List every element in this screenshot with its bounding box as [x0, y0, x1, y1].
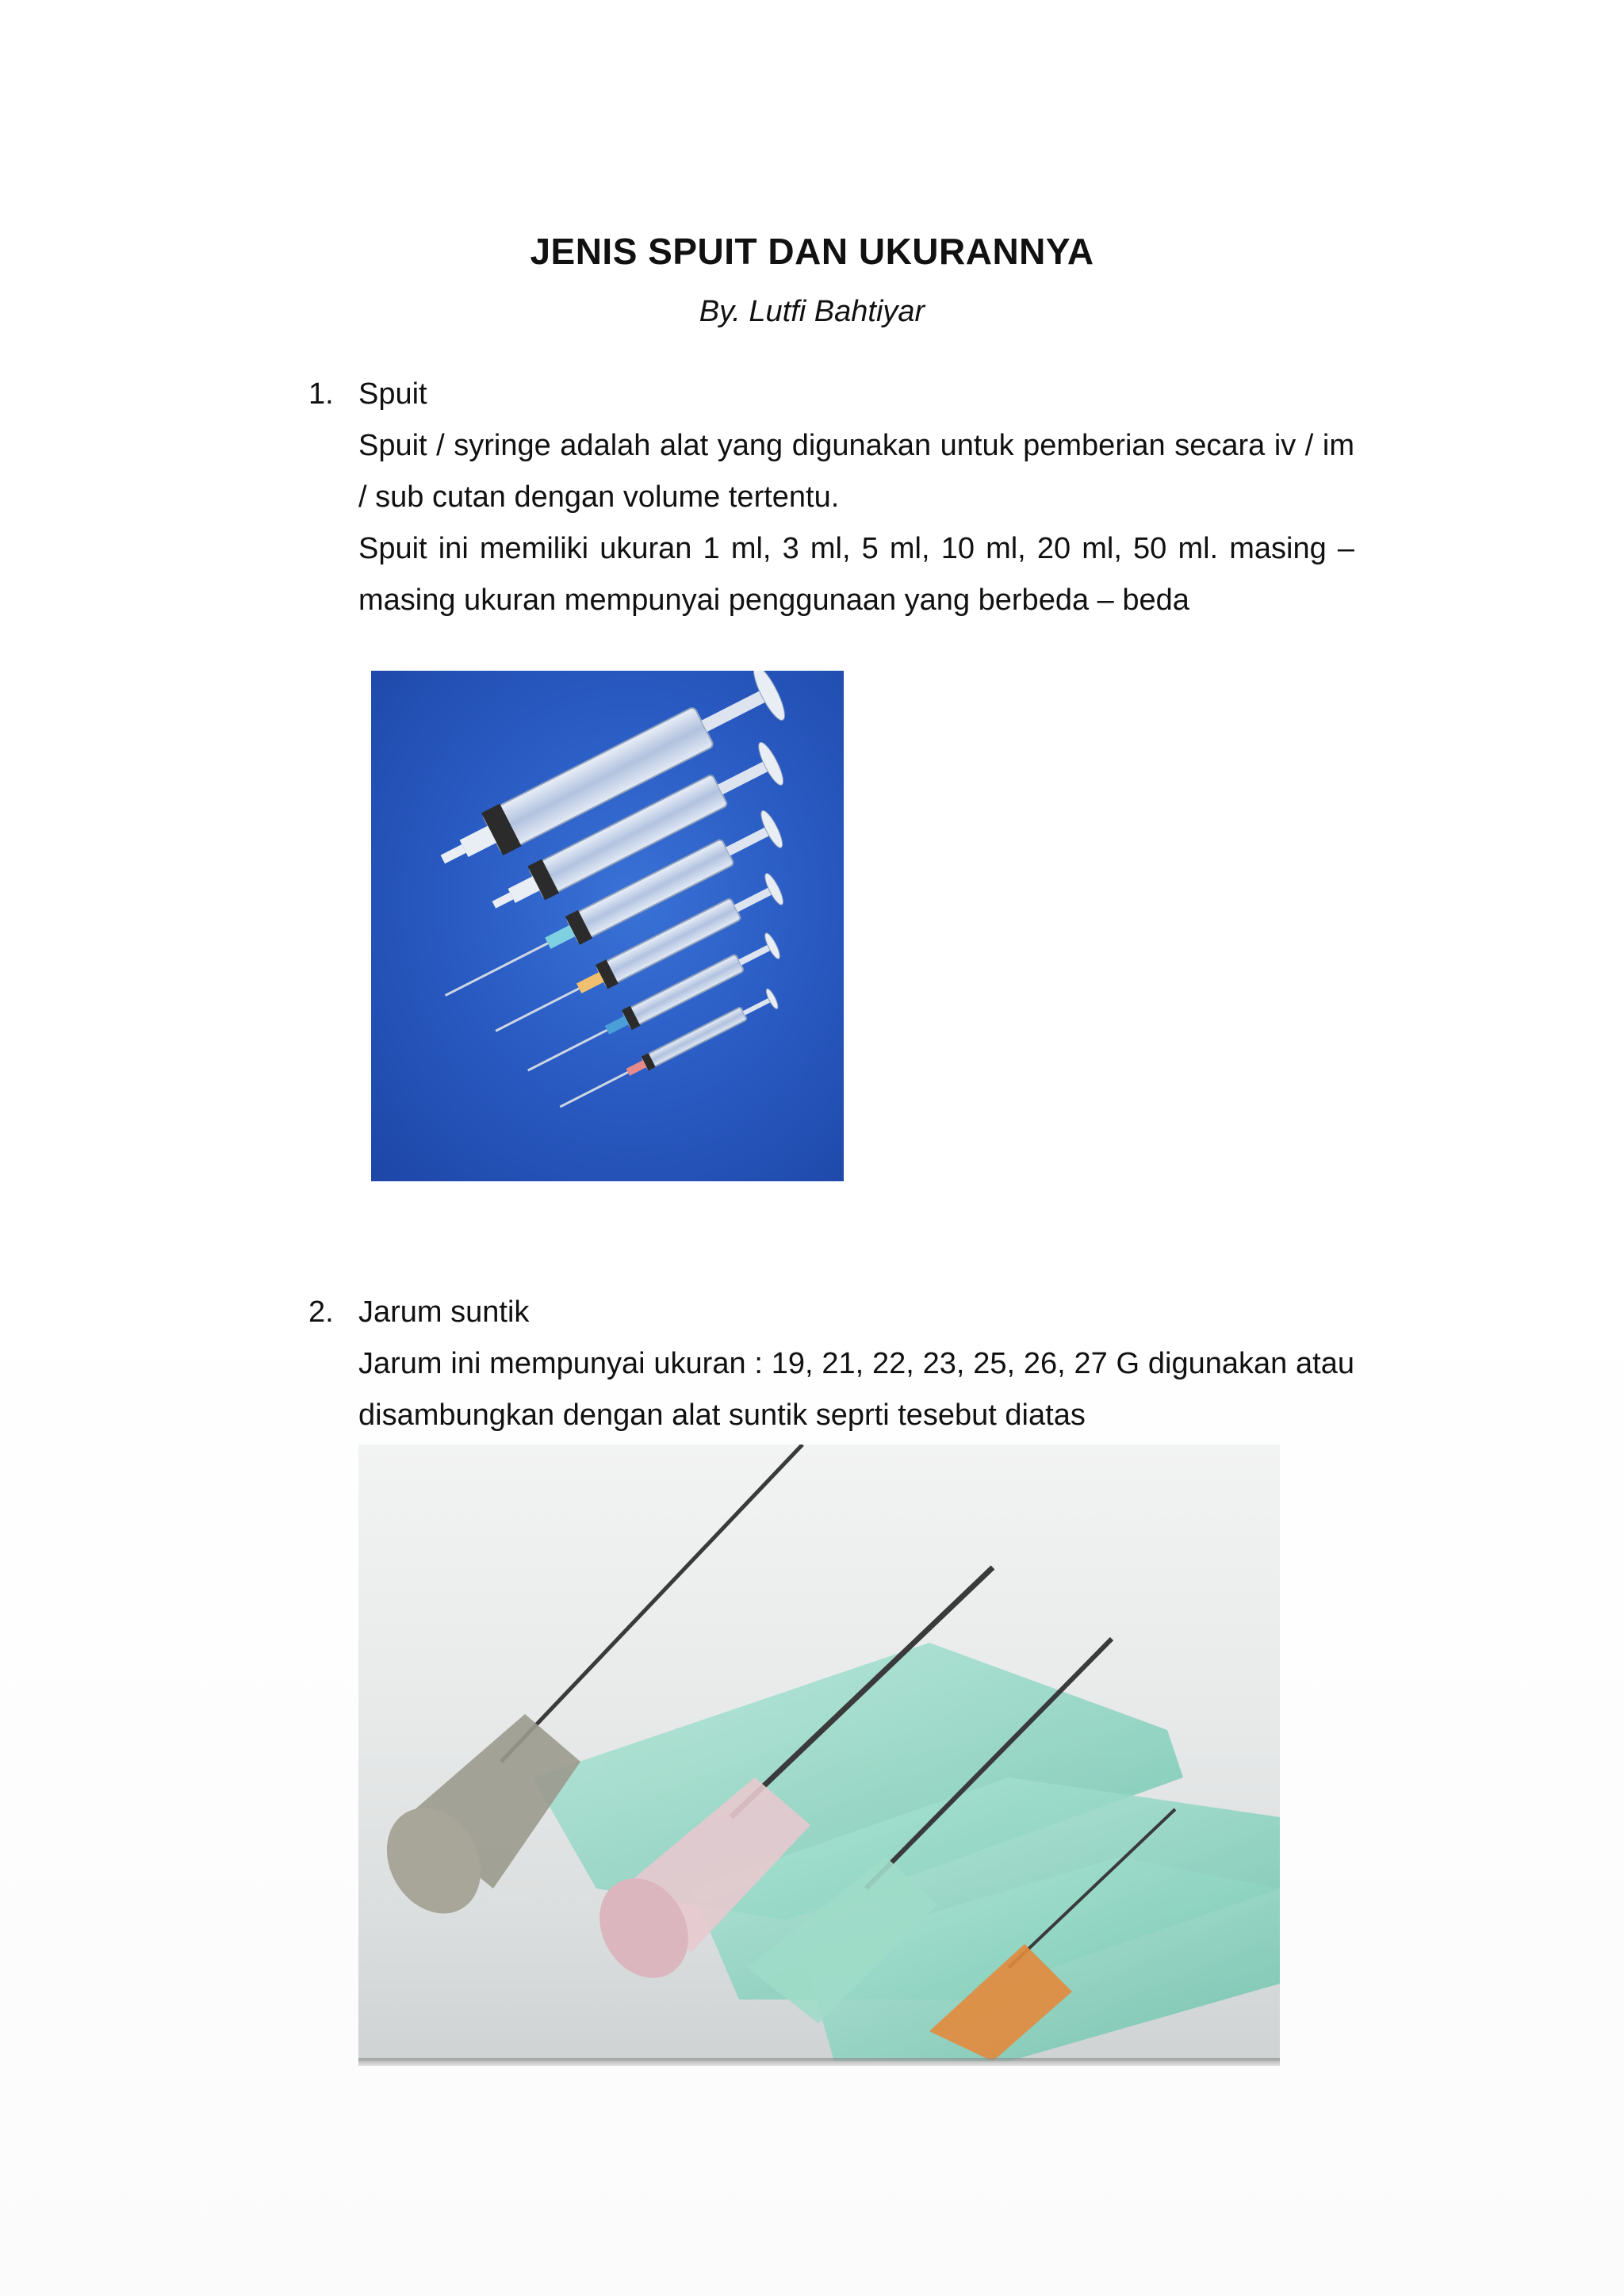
syringes-image [371, 671, 844, 1181]
section-2-paragraph: Jarum ini mempunyai ukuran : 19, 21, 22, 23, 25, 26, 27 G digunakan atau disambungkan dengan alat suntik seprti tesebut diatas [358, 1347, 1354, 1432]
needles-illustration [358, 1445, 1280, 2061]
needle-caps [533, 1643, 1280, 2061]
section-2-number: 2. [308, 1295, 334, 1329]
document-author: By. Lutfi Bahtiyar [699, 295, 925, 328]
document-title: JENIS SPUIT DAN UKURANNYA [530, 231, 1094, 272]
section-1-heading: Spuit [358, 377, 427, 411]
section-1-body [358, 420, 1354, 626]
section-1-paragraph: Spuit ini memiliki ukuran 1 ml, 3 ml, 5 ml, 10 ml, 20 ml, 50 ml. masing – masing ukuran mempunyai penggunaan yang berbeda – beda [358, 532, 1354, 617]
image-shadow [358, 2058, 1280, 2066]
syringes-illustration [371, 671, 844, 1181]
needles-image [358, 1445, 1280, 2061]
section-1-paragraph: Spuit / syringe adalah alat yang digunakan untuk pemberian secara iv / im / sub cutan dengan volume tertentu. [358, 429, 1354, 514]
section-2-heading: Jarum suntik [358, 1295, 530, 1329]
section-1-number: 1. [308, 377, 334, 411]
section-2-body [358, 1338, 1354, 1441]
